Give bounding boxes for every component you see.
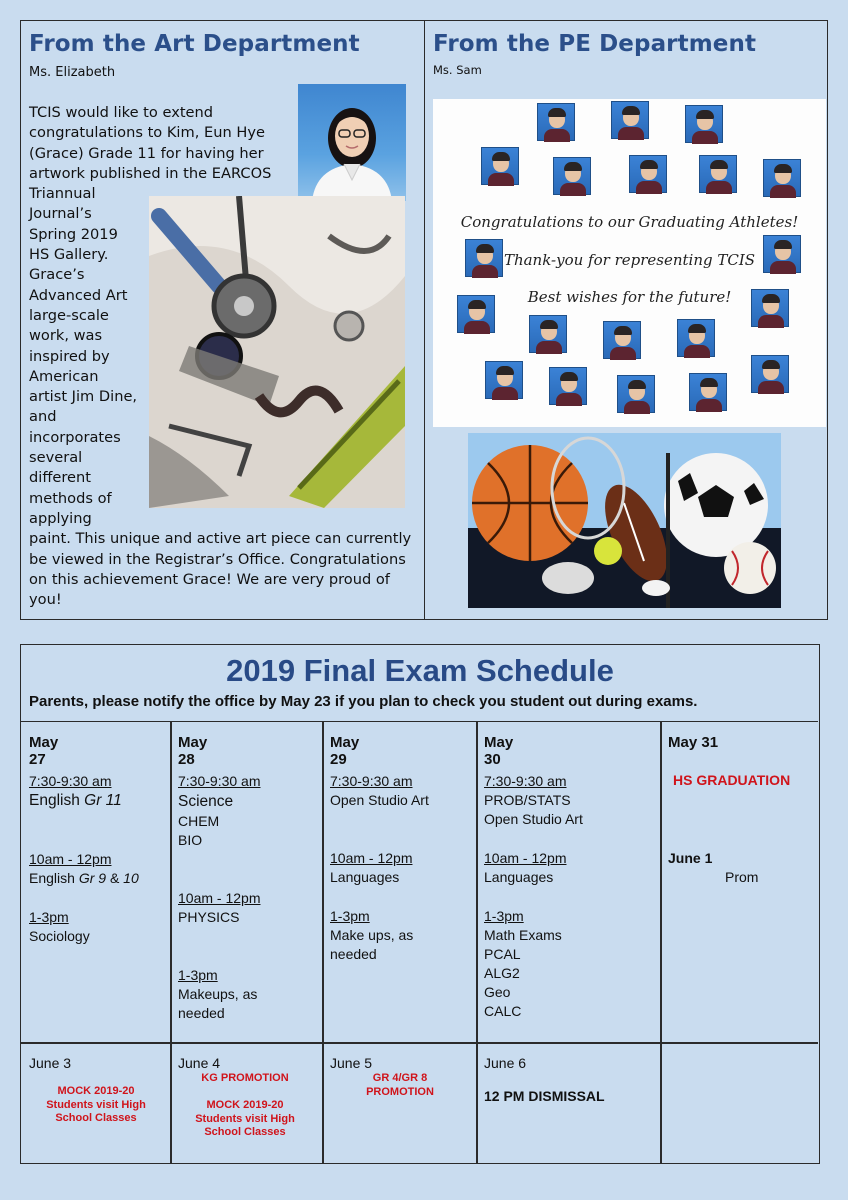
athlete-photo: [629, 155, 667, 193]
athlete-photo: [611, 101, 649, 139]
exam-subject: English Gr 9 & 10: [29, 870, 139, 886]
art-department-title: From the Art Department: [29, 31, 360, 57]
sports-equipment-image: [468, 433, 781, 608]
art-teacher-name: Ms. Elizabeth: [29, 65, 116, 80]
athlete-photo: [685, 105, 723, 143]
graduating-athletes-collage: [433, 99, 826, 427]
dismissal-note: 12 PM DISMISSAL: [484, 1088, 605, 1104]
day-heading: June 6: [484, 1055, 527, 1071]
mock-event-note: MOCK 2019-20 Students visit High School Classes: [195, 1099, 295, 1138]
athlete-photo: [529, 315, 567, 353]
day-heading: June 5: [330, 1055, 373, 1071]
exam-schedule-title: 2019 Final Exam Schedule: [226, 653, 614, 688]
student-artwork-image: [149, 196, 405, 508]
exam-subject: Science: [178, 793, 234, 810]
exam-subject: Languages: [484, 869, 554, 885]
exam-subject: Makeups, as: [178, 986, 258, 1002]
exam-subject: needed: [178, 1005, 225, 1021]
time-slot: 10am - 12pm: [330, 850, 413, 866]
exam-subject: Sociology: [29, 928, 90, 944]
time-slot: 7:30-9:30 am: [484, 773, 567, 789]
athlete-photo: [677, 319, 715, 357]
day-heading: May 30: [484, 734, 514, 768]
athlete-photo: [751, 355, 789, 393]
prom-event: Prom: [725, 869, 759, 885]
athlete-photo: [537, 103, 575, 141]
athlete-photo: [617, 375, 655, 413]
exam-subject: ALG2: [484, 965, 520, 981]
pe-teacher-name: Ms. Sam: [433, 63, 482, 77]
art-department-panel: [21, 21, 425, 619]
exam-subject: PHYSICS: [178, 909, 240, 925]
exam-subject: Geo: [484, 984, 511, 1000]
exam-subject: PROB/STATS: [484, 792, 571, 808]
exam-subject: Open Studio Art: [330, 792, 429, 808]
time-slot: 1-3pm: [330, 908, 370, 924]
athlete-photo: [603, 321, 641, 359]
exam-schedule-section: [20, 644, 820, 1164]
time-slot: 7:30-9:30 am: [330, 773, 413, 789]
student-portrait-photo: [298, 84, 406, 201]
athlete-photo: [481, 147, 519, 185]
day-heading: May 29: [330, 734, 360, 768]
newsletter-top-section: [20, 20, 828, 620]
exam-subject: CHEM: [178, 813, 220, 829]
day-heading: May 27: [29, 734, 59, 768]
time-slot: 7:30-9:30 am: [178, 773, 261, 789]
exam-subject: needed: [330, 946, 377, 962]
exam-subject: BIO: [178, 832, 203, 848]
day-heading: June 4: [178, 1055, 221, 1071]
exam-subject: Math Exams: [484, 927, 562, 943]
mock-event-note: MOCK 2019-20 Students visit High School Classes: [46, 1085, 146, 1124]
day-heading: June 3: [29, 1055, 72, 1071]
pe-department-title: From the PE Department: [433, 31, 757, 57]
athlete-photo: [485, 361, 523, 399]
time-slot: 10am - 12pm: [178, 890, 261, 906]
time-slot: 10am - 12pm: [484, 850, 567, 866]
athlete-photo: [699, 155, 737, 193]
day-heading: May 28: [178, 734, 208, 768]
exam-schedule-table: [21, 721, 818, 1162]
time-slot: 7:30-9:30 am: [29, 773, 112, 789]
exam-subject: English Gr 11: [29, 792, 122, 809]
athletes-wishes-line: Best wishes for the future!: [527, 288, 732, 306]
athlete-photo: [549, 367, 587, 405]
exam-subject: Make ups, as: [330, 927, 414, 943]
athletes-congrats-line: Congratulations to our Graduating Athletes!: [460, 213, 799, 231]
day-heading: May 31: [668, 734, 719, 751]
graduation-event: HS GRADUATION: [673, 772, 791, 788]
time-slot: 1-3pm: [29, 909, 69, 925]
exam-subject: CALC: [484, 1003, 522, 1019]
exam-subject: Open Studio Art: [484, 811, 583, 827]
exam-schedule-note: Parents, please notify the office by May 23 if you plan to check you student out during exams.: [29, 693, 698, 710]
time-slot: 10am - 12pm: [29, 851, 112, 867]
exam-subject: PCAL: [484, 946, 521, 962]
athletes-thanks-line: Thank-you for representing TCIS: [503, 251, 756, 269]
art-article-body: TCIS would like to extend congratulations to Kim, Eun Hye (Grace) Grade 11 for having her artwork published in the EARCOS Triannual Journal’s Spring 2019 HS Gallery. Grace’s Advanced Art large-scale work, was inspired by American artist Jim Dine, and incorporates several different methods of applying paint. This unique and active art piece can currently be viewed in the Registrar’s Office. Congratulations on this achievement Grace! We are very proud of you!: [29, 104, 412, 609]
exam-subject: Languages: [330, 869, 400, 885]
promotion-note: GR 4/GR 8 PROMOTION: [366, 1072, 434, 1098]
athlete-photo: [689, 373, 727, 411]
time-slot: 1-3pm: [178, 967, 218, 983]
day-heading: June 1: [668, 850, 713, 866]
pe-department-panel: [425, 21, 827, 619]
athlete-photo: [763, 159, 801, 197]
kg-promotion-note: KG PROMOTION: [201, 1072, 289, 1084]
athlete-photo: [553, 157, 591, 195]
time-slot: 1-3pm: [484, 908, 524, 924]
